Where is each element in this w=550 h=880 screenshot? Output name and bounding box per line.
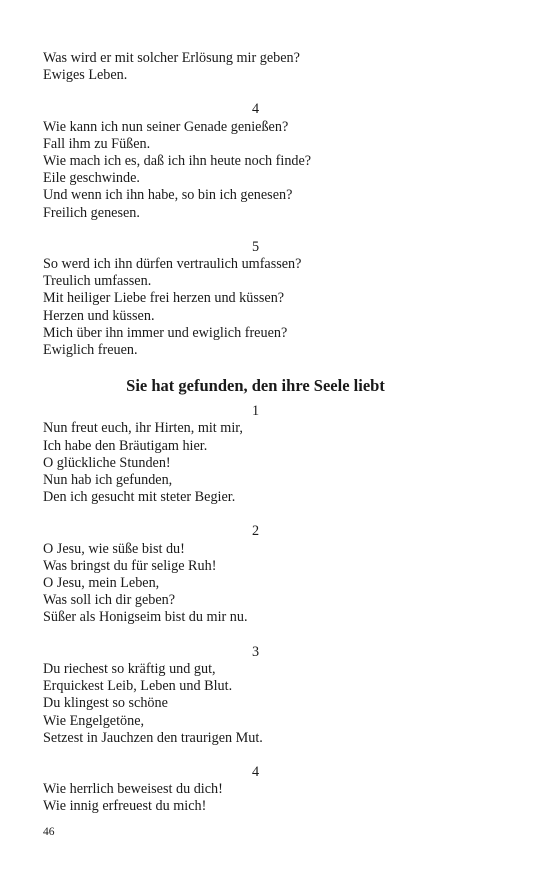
verse-line: O Jesu, wie süße bist du!	[43, 540, 185, 557]
section-title: Sie hat gefunden, den ihre Seele liebt	[126, 376, 385, 396]
verse-line: Treulich umfassen.	[43, 273, 152, 290]
verse-line: Ewiges Leben.	[43, 67, 128, 84]
verse-line: Wie mach ich es, daß ich ihn heute noch finde?	[43, 153, 312, 170]
stanza-number: 3	[251, 643, 260, 660]
verse-line: Ich habe den Bräutigam hier.	[43, 437, 208, 454]
verse-line: So werd ich ihn dürfen vertraulich umfassen?	[43, 256, 302, 273]
verse-line: Wie Engelgetöne,	[43, 712, 145, 729]
stanza	[43, 50, 468, 84]
stanza-number: 1	[251, 403, 260, 420]
verse-line: Erquickest Leib, Leben und Blut.	[43, 678, 233, 695]
stanza-number: 2	[251, 523, 260, 540]
verse-line: Mit heiliger Liebe frei herzen und küssen?	[43, 290, 285, 307]
stanza-number: 5	[251, 238, 260, 255]
verse-line: Ewiglich freuen.	[43, 342, 138, 359]
verse-line: Fall ihm zu Füßen.	[43, 135, 151, 152]
stanza-number: 4	[251, 101, 260, 118]
verse-line: O glückliche Stunden!	[43, 454, 171, 471]
verse-line: Und wenn ich ihn habe, so bin ich genesen?	[43, 187, 293, 204]
stanza	[43, 644, 468, 747]
verse-line: Was bringst du für selige Ruh!	[43, 557, 217, 574]
stanza	[43, 403, 468, 506]
stanza	[43, 764, 468, 816]
verse-line: Herzen und küssen.	[43, 307, 155, 324]
stanza	[43, 239, 468, 359]
verse-line: Nun hab ich gefunden,	[43, 472, 173, 489]
verse-line: Nun freut euch, ihr Hirten, mit mir,	[43, 420, 243, 437]
verse-line: Den ich gesucht mit steter Begier.	[43, 489, 236, 506]
verse-line: Was wird er mit solcher Erlösung mir geben?	[43, 50, 300, 66]
verse-line: Freilich genesen.	[43, 204, 140, 221]
page-number: 46	[43, 826, 55, 838]
stanza	[43, 523, 468, 626]
page-body	[43, 50, 468, 833]
verse-line: Wie kann ich nun seiner Genade genießen?	[43, 118, 289, 135]
stanza-number: 4	[251, 763, 260, 780]
verse-line: O Jesu, mein Leben,	[43, 575, 160, 592]
verse-line: Setzest in Jauchzen den traurigen Mut.	[43, 729, 263, 746]
verse-line: Du riechest so kräftig und gut,	[43, 660, 216, 677]
verse-line: Wie herrlich beweisest du dich!	[43, 781, 223, 798]
verse-line: Mich über ihn immer und ewiglich freuen?	[43, 324, 288, 341]
verse-line: Wie innig erfreuest du mich!	[43, 798, 207, 815]
verse-line: Was soll ich dir geben?	[43, 592, 176, 609]
stanza	[43, 101, 468, 221]
verse-line: Eile geschwinde.	[43, 170, 140, 187]
verse-line: Du klingest so schöne	[43, 695, 168, 712]
verse-line: Süßer als Honigseim bist du mir nu.	[43, 609, 248, 626]
